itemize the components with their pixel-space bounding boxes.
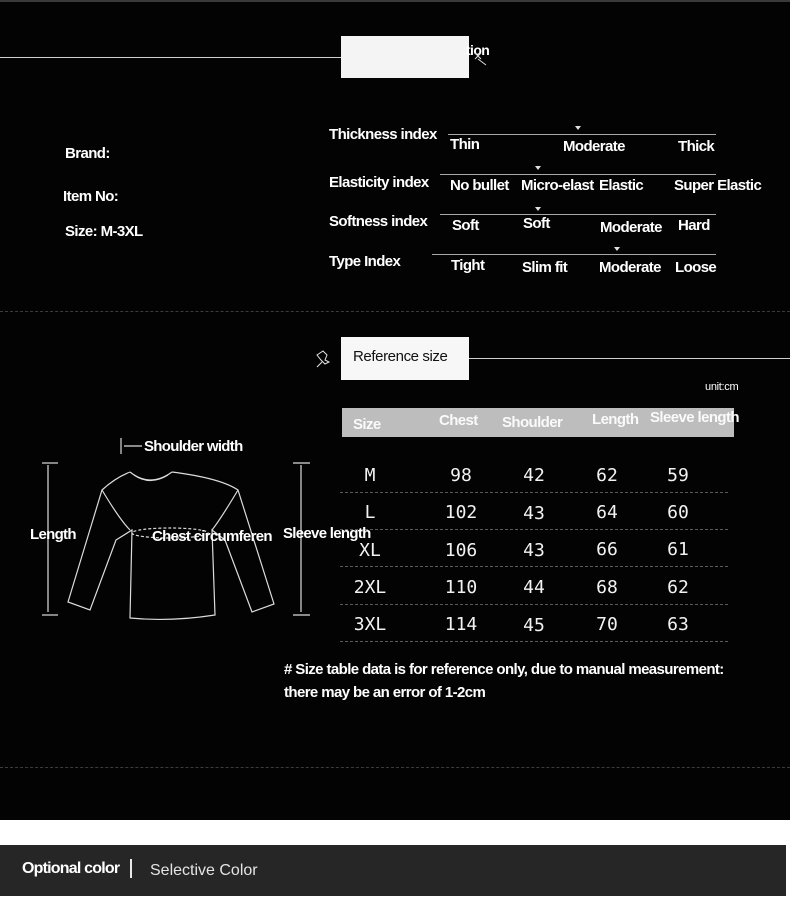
cell-length: 68 [596, 577, 618, 598]
cell-length: 64 [596, 502, 618, 523]
cell-shoulder: 45 [523, 615, 545, 636]
cell-sleeve: 63 [667, 614, 689, 635]
elasticity-scale-line [440, 174, 716, 175]
cell-size: XL [359, 540, 381, 561]
row-divider [340, 492, 728, 493]
cell-sleeve: 62 [667, 577, 689, 598]
item-no-label: Item No: [63, 188, 119, 205]
cell-shoulder: 43 [523, 503, 545, 524]
type-option-moderate: Moderate [599, 259, 661, 276]
thickness-option-thick: Thick [678, 138, 715, 155]
cell-size: L [364, 502, 376, 523]
cell-chest: 102 [444, 502, 478, 523]
header-shoulder: Shoulder [502, 414, 563, 431]
header-chest: Chest [439, 412, 478, 429]
type-scale-line [432, 254, 716, 255]
cell-length: 66 [596, 539, 618, 560]
unit-label: unit:cm [705, 381, 739, 393]
cell-size: M [364, 465, 376, 486]
thickness-index-label: Thickness index [329, 126, 437, 143]
softness-index-label: Softness index [329, 213, 428, 230]
pushpin-icon [313, 348, 335, 370]
section-divider-line [0, 57, 342, 58]
type-index-label: Type Index [329, 253, 401, 270]
elasticity-marker [535, 166, 541, 170]
section-title-box [341, 36, 469, 78]
softness-option-hard: Hard [678, 217, 710, 234]
title-separator [130, 859, 132, 878]
thickness-option-moderate: Moderate [563, 138, 625, 155]
selective-color-subtitle: Selective Color [150, 862, 258, 879]
pin-icon [472, 50, 490, 66]
shoulder-width-label: Shoulder width [144, 438, 243, 455]
row-divider [340, 529, 728, 530]
cell-length: 62 [596, 465, 618, 486]
section-title-suffix: tion [466, 42, 490, 58]
header-size: Size [353, 416, 381, 433]
header-sleeve-length: Sleeve length [650, 409, 739, 426]
reference-size-title: Reference size [353, 348, 448, 365]
cell-shoulder: 43 [523, 540, 545, 561]
top-border [0, 0, 790, 2]
softness-marker [535, 207, 541, 211]
cell-length: 70 [596, 614, 618, 635]
cell-chest: 114 [444, 614, 478, 635]
type-option-tight: Tight [451, 257, 485, 274]
elasticity-option-super-elastic: Super Elastic [674, 177, 762, 194]
optional-color-title: Optional color [22, 860, 120, 877]
optional-color-header [0, 845, 786, 896]
section-separator [0, 311, 790, 312]
type-marker [614, 247, 620, 251]
elasticity-option-micro-elastic: Micro-elast [521, 177, 594, 194]
row-divider [340, 641, 728, 642]
cell-chest: 110 [444, 577, 478, 598]
section-separator [0, 767, 790, 768]
thickness-option-thin: Thin [450, 136, 480, 153]
reference-size-divider-line [469, 358, 790, 359]
header-length: Length [592, 411, 639, 428]
chest-circumference-label: Chest circumferen [152, 528, 272, 545]
size-note-line2: there may be an error of 1-2cm [284, 684, 486, 701]
cell-chest: 98 [450, 465, 472, 486]
sleeve-length-label: Sleeve length [283, 525, 371, 542]
length-label: Length [30, 526, 76, 543]
cell-sleeve: 61 [667, 539, 689, 560]
cell-size: 2XL [353, 577, 387, 598]
brand-label: Brand: [65, 145, 110, 162]
row-divider [340, 566, 728, 567]
cell-sleeve: 59 [667, 465, 689, 486]
cell-shoulder: 44 [523, 577, 545, 598]
elasticity-option-no-bullet: No bullet [450, 177, 509, 194]
elasticity-index-label: Elasticity index [329, 174, 429, 191]
size-range-label: Size: M-3XL [65, 223, 143, 240]
cell-size: 3XL [353, 614, 387, 635]
cell-shoulder: 42 [523, 465, 545, 486]
type-option-loose: Loose [675, 259, 717, 276]
softness-scale-line [440, 214, 716, 215]
softness-option-moderate: Moderate [600, 219, 662, 236]
thickness-marker [575, 126, 581, 130]
size-note-line1: # Size table data is for reference only, due to manual measurement: [284, 661, 724, 678]
softness-option-soft: Soft [452, 217, 479, 234]
type-option-slim-fit: Slim fit [522, 259, 568, 276]
thickness-scale-line [448, 134, 716, 135]
softness-option-soft-2: Soft [523, 215, 550, 232]
elasticity-option-elastic: Elastic [599, 177, 644, 194]
cell-chest: 106 [444, 540, 478, 561]
cell-sleeve: 60 [667, 502, 689, 523]
row-divider [340, 604, 728, 605]
